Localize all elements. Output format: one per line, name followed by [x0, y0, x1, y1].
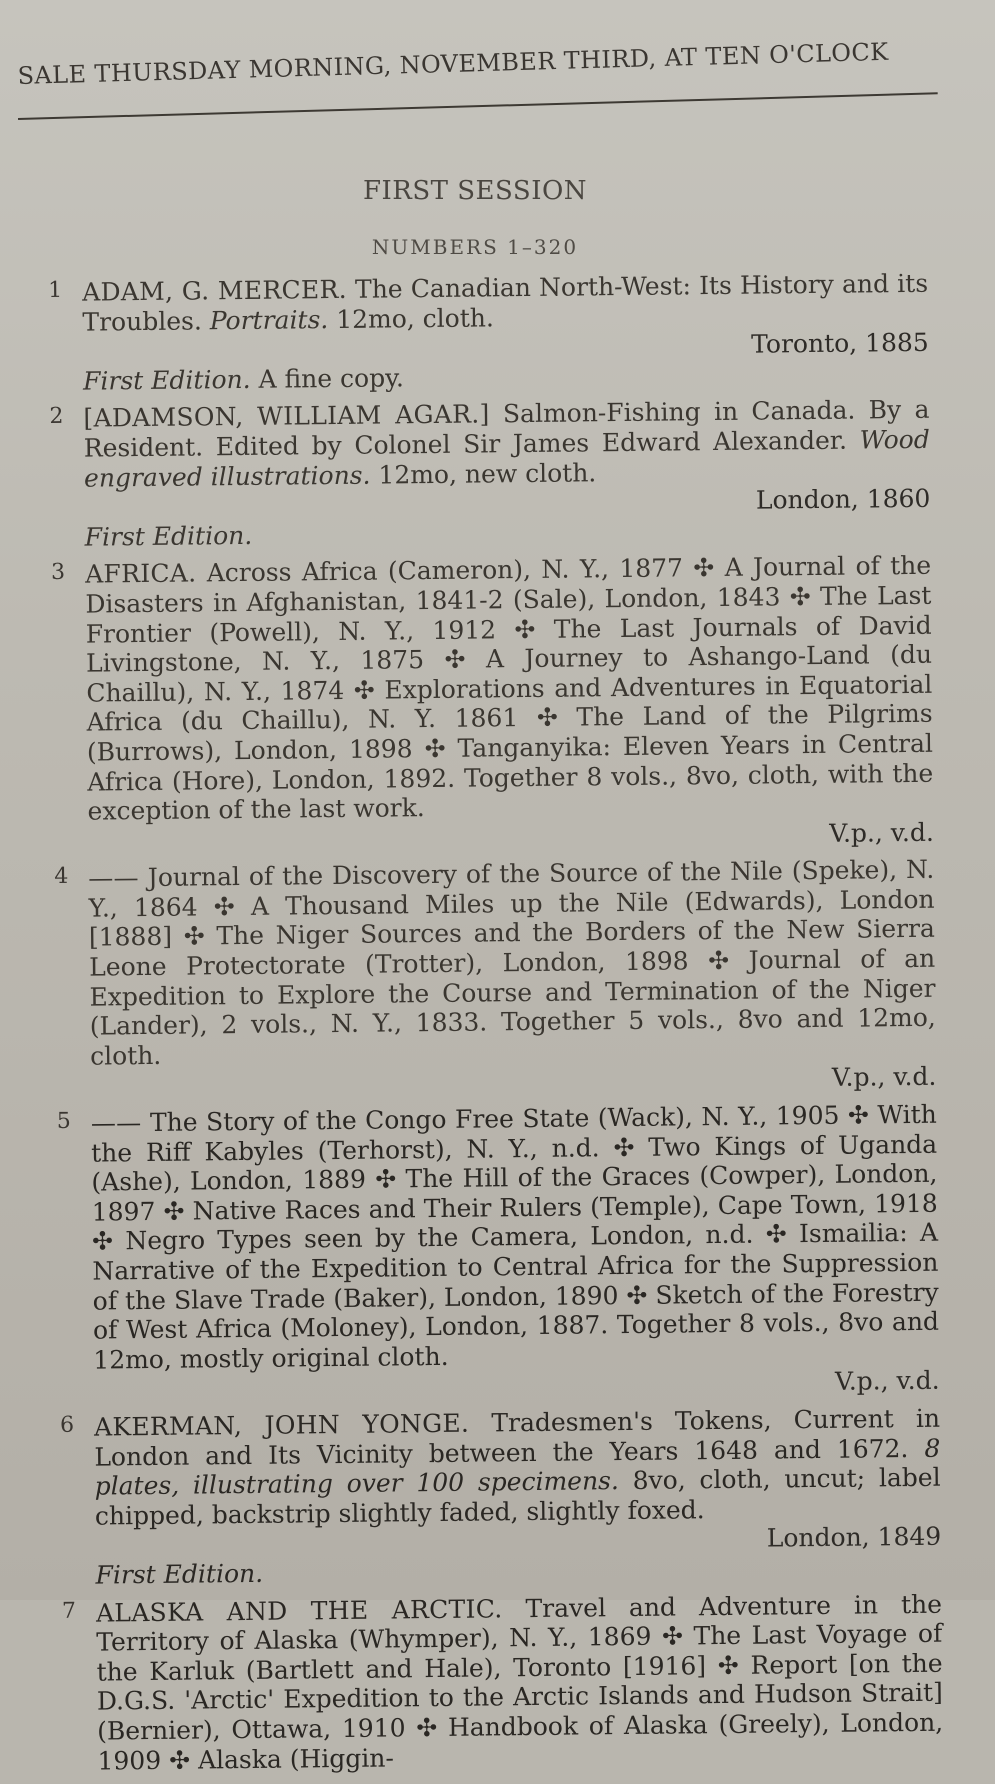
entry-4 [54, 855, 936, 1101]
entry-place: London, 1860 [755, 483, 931, 515]
entry-number: 2 [49, 404, 64, 430]
entry-7 [62, 1589, 944, 1776]
entry-title: Journal of the Discovery of the Source of the Nile (Speke), N. Y., 1864 ✣ A Thousand Miles up the Nile (Edwards), London [1888] ✣ The Niger Sources and the Borders of the New Sierra Leone Protectorate (Trotter), London, 1898 ✣ Journal of an Expedition to Explore the Course and Termination of the Niger (Lander), 2 vols., N. Y., 1833. Together 5 vols., 8vo and 12mo, cloth. [88, 855, 936, 1071]
entry-title: Tradesmen's Tokens, Current in London and Its Vicinity between the Years 1648 and 1672. [94, 1403, 941, 1472]
entry-5 [57, 1100, 940, 1405]
entry-title: Across Africa (Cameron), N. Y., 1877 ✣ A Journal of the Disasters in Afghanistan, 1841-2 (Sale), London, 1843 ✣ The Last Frontier (Powell), N. Y., 1912 ✣ The Last Journals of David Livingstone, N. Y., 1875 ✣ A Journey to Ashango-Land (du Chaillu), N. Y., 1874 ✣ Explorations and Adventures in Equatorial Africa (du Chaillu), N. Y. 1861 ✣ The Land of the Pilgrims (Burrows), London, 1898 ✣ Tanganyika: Eleven Years in Central Africa (Hore), London, 1892. Together 8 vols., 8vo, cloth, with the exception of the last work. [85, 551, 934, 826]
entry-number: 3 [50, 560, 66, 586]
entry-author: ADAM, G. MERCER. [81, 274, 348, 307]
entry-author: [ADAMSON, WILLIAM AGAR.] [83, 399, 490, 434]
entry-place: V.p., v.d. [831, 1062, 937, 1093]
entry-edition: First Edition. [82, 364, 251, 396]
entry-number: 6 [59, 1412, 75, 1438]
entry-edition: First Edition. [84, 520, 253, 552]
entry-number: 4 [54, 864, 69, 890]
entry-illustrations: Portraits. [209, 304, 329, 335]
entry-number: 1 [48, 277, 63, 303]
entry-6 [60, 1404, 942, 1591]
entry-place: V.p., v.d. [829, 817, 935, 848]
page-header: SALE THURSDAY MORNING, NOVEMBER THIRD, AT TEN O'CLOCK [17, 37, 889, 90]
entry-number: 5 [56, 1108, 71, 1134]
session-numbers: NUMBERS 1–320 [371, 235, 579, 259]
entry-title: The Canadian North-West: Its History and its Troubles. [82, 268, 929, 337]
entry-edition: First Edition. [95, 1558, 264, 1590]
entry-format: 12mo, new cloth. [378, 457, 597, 490]
entry-title: Travel and Adventure in the Territory of Alaska (Whymper), N. Y., 1869 ✣ The Last Voyage of the Karluk (Bartlett and Hale), Toronto [1916] ✣ Report [on the D.G.S. 'Arctic' Expedition to the Arctic Islands and Hudson Strait] (Bernier), Ottawa, 1910 ✣ Handbook of Alaska (Greely), London, 1909 ✣ Alaska (Higgin- [96, 1589, 944, 1776]
entry-1 [48, 269, 929, 397]
entry-title: The Story of the Congo Free State (Wack), N. Y., 1905 ✣ With the Riff Kabyles (Terhorst), N. Y., n.d. ✣ Two Kings of Uganda (Ashe), London, 1889 ✣ The Hill of the Graces (Cowper), London, 1897 ✣ Native Races and Their Rulers (Temple), Cape Town, 1918 ✣ Negro Types seen by the Camera, London, n.d. ✣ Ismailia: A Narrative of the Expedition to Central Africa for the Suppression of the Slave Trade (Baker), London, 1890 ✣ Sketch of the Forestry of West Africa (Moloney), London, 1887. Together 8 vols., 8vo and 12mo, mostly original cloth. [91, 1099, 940, 1375]
entry-2 [49, 395, 931, 552]
entry-author: AKERMAN, JOHN YONGE. [93, 1408, 470, 1442]
entry-place: Toronto, 1885 [751, 327, 929, 359]
header-rule [18, 92, 938, 120]
entry-number: 7 [61, 1598, 77, 1624]
entry-illustrations: Wood engraved illustrations. [83, 424, 930, 493]
entry-place: London, 1849 [766, 1522, 942, 1553]
entry-place: V.p., v.d. [834, 1366, 940, 1397]
entry-author: AFRICA. [84, 558, 197, 589]
entry-format: 12mo, cloth. [336, 302, 494, 334]
entry-note: A fine copy. [258, 363, 405, 394]
entry-author: —— [88, 863, 140, 893]
entry-author: —— [90, 1108, 142, 1138]
entry-3 [51, 551, 934, 856]
entry-format: 8vo, cloth, uncut; label chipped, backstrip slightly faded, slightly foxed. [94, 1462, 941, 1531]
entry-author: ALASKA AND THE ARCTIC. [95, 1593, 503, 1628]
entry-title: Salmon-Fishing in Canada. By a Resident. Edited by Colonel Sir James Edward Alexander. [83, 395, 930, 463]
entry-list [48, 269, 944, 1784]
session-title: FIRST SESSION [362, 176, 588, 206]
entry-illustrations: 8 plates, illustrating over 100 specimens. [94, 1433, 941, 1501]
